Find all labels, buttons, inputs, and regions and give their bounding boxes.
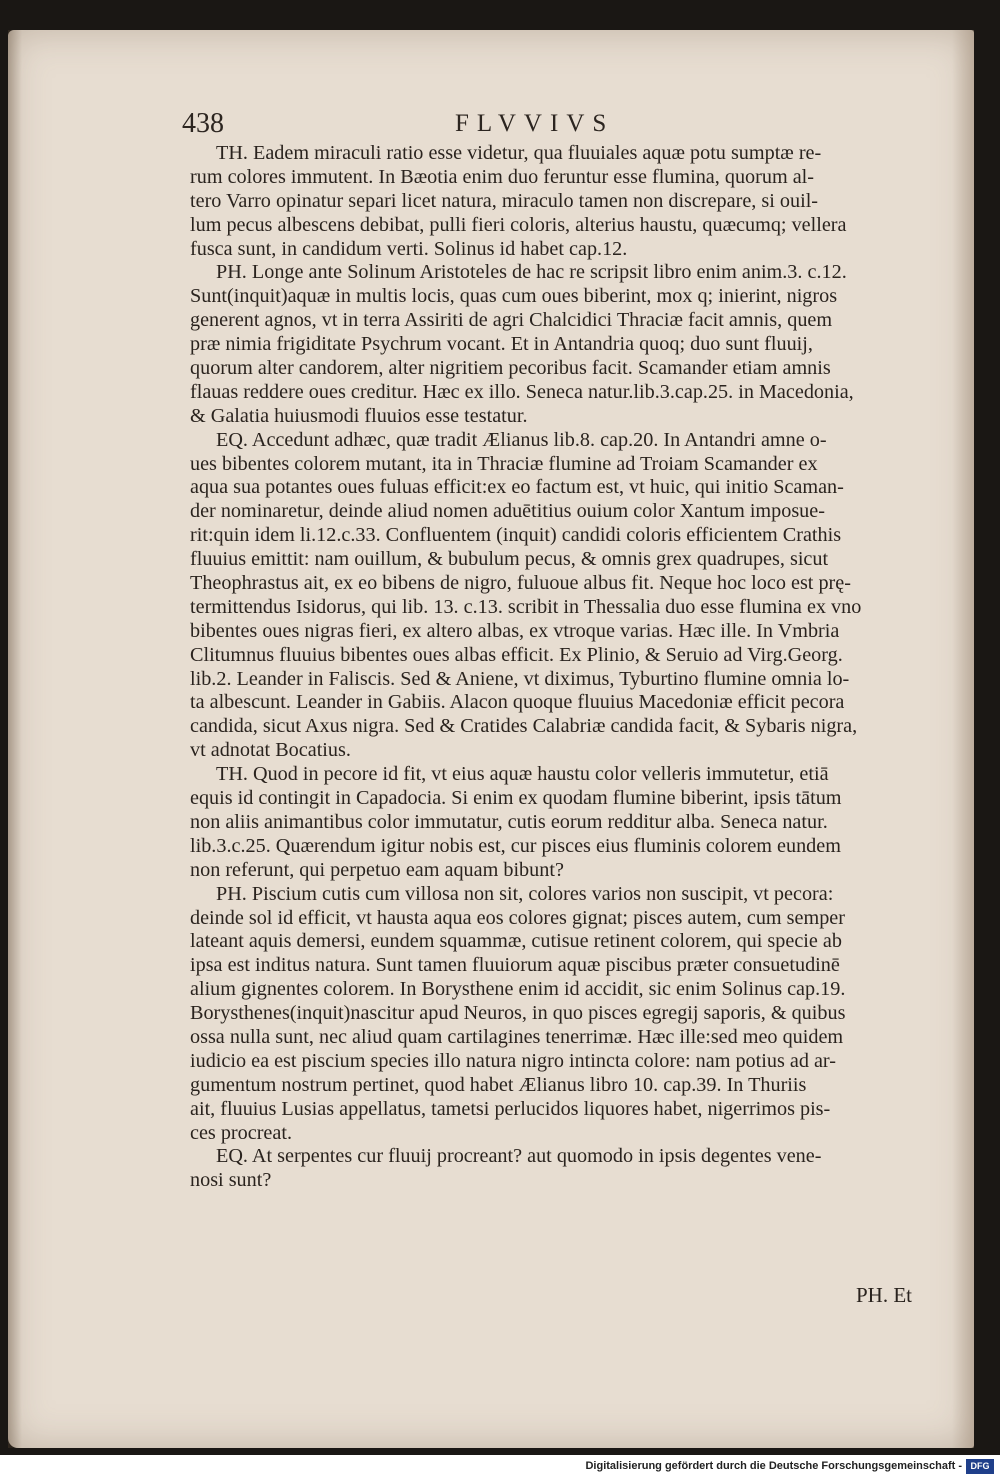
text-line: & Galatia huiusmodi fluuios esse testatur. (190, 404, 528, 427)
text-line: fluuius emittit: nam ouillum, & bubulum pecus, & omnis grex quadrupes, sicut (190, 548, 829, 571)
footer-bar (0, 1455, 1000, 1479)
text-line: vt adnotat Bocatius. (190, 739, 351, 762)
dfg-logo: DFG (966, 1459, 994, 1474)
text-line: non aliis animantibus color immutatur, cutis eorum redditur alba. Seneca natur. (190, 810, 828, 833)
text-line: der nominaretur, deinde aliud nomen aduētitius ouium color Xantum imposue- (190, 500, 825, 523)
text-line: lateant aquis demersi, eundem squammæ, cutisue retinent colorem, qui specie ab (190, 930, 842, 953)
text-line: Theophrastus ait, ex eo bibens de nigro, fuluoue albus fit. Neque hoc loco est prę- (190, 572, 851, 595)
text-line: ipsa est inditus natura. Sunt tamen fluuiorum aquæ piscibus præter consuetudinē (190, 954, 840, 977)
text-line: fusca sunt, in candidum verti. Solinus id habet cap.12. (190, 237, 628, 260)
text-line: ces procreat. (190, 1121, 292, 1144)
text-line: deinde sol id efficit, vt hausta aqua eos colores gignat; pisces autem, cum semper (190, 906, 845, 929)
text-line: equis id contingit in Capadocia. Si enim ex quodam flumine biberint, ipsis tātum (190, 787, 842, 810)
text-line: aqua sua potantes oues fuluas efficit:ex eo factum est, vt huic, qui initio Scaman- (190, 476, 844, 499)
catchword: PH. Et (856, 1283, 913, 1307)
text-line: lib.2. Leander in Faliscis. Sed & Aniene, vt diximus, Tyburtino flumine omnia lo- (190, 667, 850, 690)
text-line: lum pecus albescens debibat, pulli fieri coloris, alterius haustu, quæcumq; vellera (190, 213, 847, 236)
text-line: PH. Piscium cutis cum villosa non sit, colores varios non suscipit, vt pecora: (216, 882, 834, 905)
body-text (190, 142, 932, 1193)
text-line: nosi sunt? (190, 1169, 272, 1192)
text-line: PH. Longe ante Solinum Aristoteles de hac re scripsit libro enim anim.3. c.12. (216, 261, 847, 284)
text-line: ossa nulla sunt, nec aliud quam cartilagines tenerrimæ. Hæc ille:sed meo quidem (190, 1025, 844, 1048)
text-line: TH. Eadem miraculi ratio esse videtur, qua fluuiales aquæ potu sumptæ re- (216, 142, 822, 164)
text-line: præ nimia frigiditate Psychrum vocant. Et in Antandria quoq; duo sunt fluuij, (190, 333, 813, 356)
text-line: generent agnos, vt in terra Assiriti de agri Chalcidici Thraciæ facit amnis, quem (190, 309, 833, 332)
text-line: candida, sicut Axus nigra. Sed & Cratides Calabriæ candida facit, & Sybaris nigra, (190, 715, 858, 738)
text-line: rum colores immutent. In Bæotia enim duo feruntur esse flumina, quorum al- (190, 165, 814, 188)
text-line: quorum alter candorem, alter nigritiem pecoribus facit. Scamander etiam amnis (190, 357, 831, 380)
text-line: EQ. At serpentes cur fluuij procreant? aut quomodo in ipsis degentes vene- (216, 1145, 822, 1168)
text-line: gumentum nostrum pertinet, quod habet Ælianus libro 10. cap.39. In Thuriis (190, 1073, 807, 1096)
text-line: ues bibentes colorem mutant, ita in Thraciæ flumine ad Troiam Scamander ex (190, 452, 818, 475)
text-line: ta albescunt. Leander in Gabiis. Alacon quoque fluuius Macedoniæ efficit pecora (190, 691, 845, 714)
text-line: EQ. Accedunt adhæc, quæ tradit Ælianus lib.8. cap.20. In Antandri amne o- (216, 428, 827, 451)
text-line: non referunt, qui perpetuo eam aquam bibunt? (190, 858, 564, 881)
text-line: rit:quin idem li.12.c.33. Confluentem (inquit) candidi coloris efficientem Crathis (190, 524, 842, 547)
text-line: tero Varro opinatur separi licet natura, miraculo tamen non discrepare, si ouil- (190, 189, 819, 212)
text-line: ait, fluuius Lusias appellatus, tametsi perlucidos liquores habet, nigerrimos pis- (190, 1097, 831, 1120)
running-title: FLVVIVS (455, 110, 615, 137)
text-line: Clitumnus fluuius bibentes oues albas efficit. Ex Plinio, & Seruio ad Virg.Georg. (190, 643, 843, 666)
text-line: TH. Quod in pecore id fit, vt eius aquæ haustu color velleris immutetur, etiā (216, 763, 829, 786)
text-line: termittendus Isidorus, qui lib. 13. c.13. scribit in Thessalia duo esse flumina ex vno (190, 595, 862, 618)
text-line: alium gignentes colorem. In Borysthene enim id accidit, sic enim Solinus cap.19. (190, 978, 846, 1001)
text-line: flauas reddere oues creditur. Hæc ex illo. Seneca natur.lib.3.cap.25. in Macedonia, (190, 380, 854, 403)
text-line: iudicio ea est piscium species illo natura nigro intincta colore: nam potius ad ar- (190, 1049, 836, 1072)
funding-notice: Digitalisierung gefördert durch die Deutsche Forschungsgemeinschaft - (585, 1460, 962, 1472)
text-line: Borysthenes(inquit)nascitur apud Neuros, in quo pisces egregij saporis, & quibus (190, 1002, 846, 1025)
page-number: 438 (182, 108, 224, 139)
spine-shadow (8, 30, 22, 1448)
text-line: Sunt(inquit)aquæ in multis locis, quas cum oues biberint, mox q; inierint, nigros (190, 285, 838, 308)
page-edge (952, 30, 974, 1448)
text-line: bibentes oues nigras fieri, ex altero albas, ex vtroque varias. Hæc ille. In Vmbria (190, 619, 840, 642)
text-line: lib.3.c.25. Quærendum igitur nobis est, cur pisces eius fluminis colorem eundem (190, 834, 841, 857)
